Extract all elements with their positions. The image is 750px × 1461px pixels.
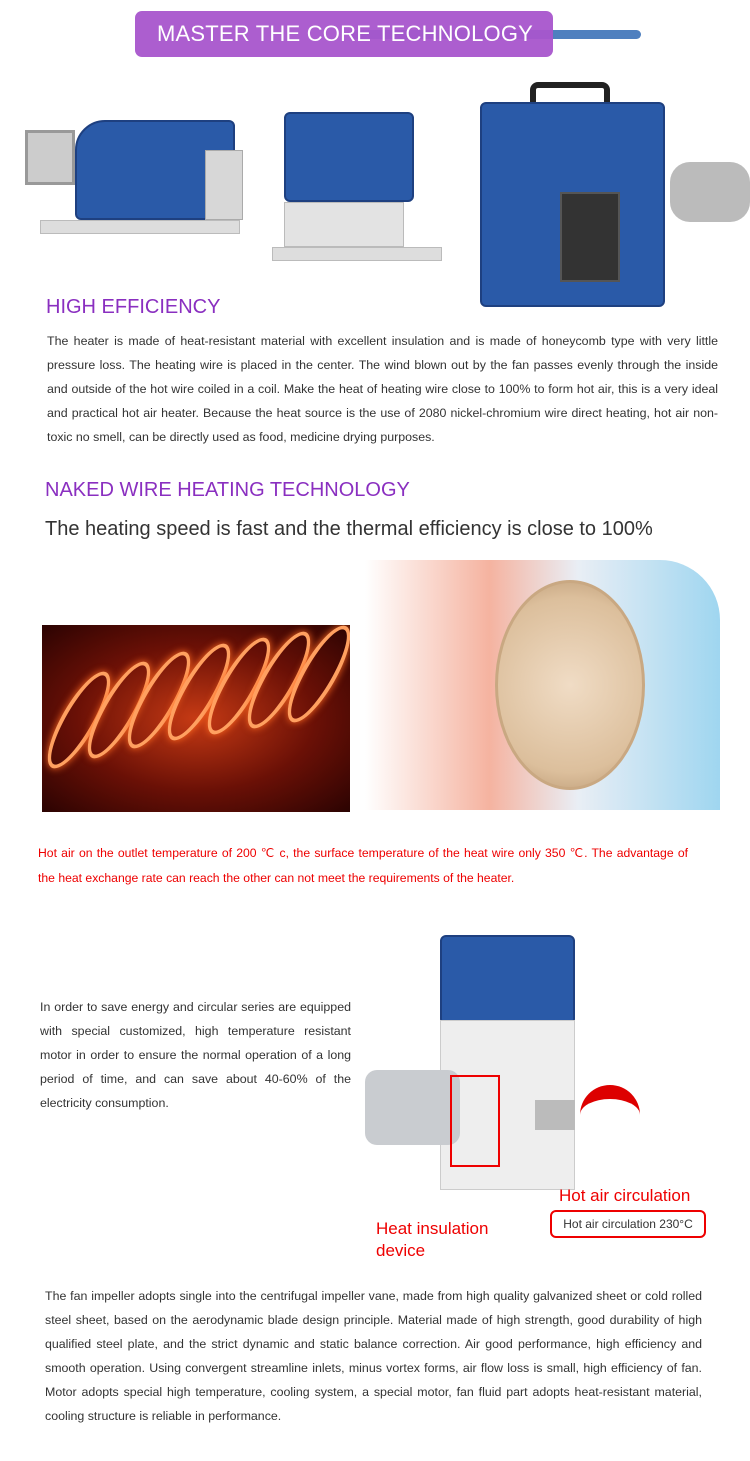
outlet-housing xyxy=(205,150,243,220)
banner-title: MASTER THE CORE TECHNOLOGY xyxy=(135,11,553,57)
motor-text: In order to save energy and circular series are equipped with special customized, high temperature resistant motor in order to ensure the normal operation of a long period of time, and can save about 40-60% of the electricity consumption. xyxy=(40,1000,351,1110)
cart-base xyxy=(272,247,442,261)
naked-wire-subtitle: The heating speed is fast and the thermal efficiency is close to 100% xyxy=(45,518,653,540)
high-efficiency-text: The heater is made of heat-resistant material with excellent insulation and is made of honeycomb type with very little pressure loss. The heating wire is placed in the center. The wind blown out by the fan passes evenly through the inside and outside of the hot wire coiled in a coil. Make the heat of heating wire close to 100% to form hot air, this is a very ideal and practical hot air heater. Because the heat source is the use of 2080 nickel-chromium wire direct heating, hot air non-toxic no smell, can be directly used as food, medicine drying purposes. xyxy=(47,334,718,444)
circulation-arrow-icon xyxy=(580,1085,640,1115)
control-panel xyxy=(560,192,620,282)
insulation-highlight-box xyxy=(450,1075,500,1167)
heating-coil-image xyxy=(42,625,350,812)
hot-air-circulation-label: Hot air circulation xyxy=(559,1186,691,1205)
control-cabinet xyxy=(284,202,404,247)
heater-body xyxy=(284,112,414,202)
air-filter-panel xyxy=(25,130,75,185)
product-image-2 xyxy=(272,112,442,277)
air-outlet xyxy=(535,1100,575,1130)
product-image-1 xyxy=(25,110,245,270)
heat-insulation-label: Heat insulation device xyxy=(376,1219,489,1260)
circulation-temperature-tag: Hot air circulation 230°C xyxy=(550,1210,706,1238)
product-image-3 xyxy=(475,82,750,312)
high-efficiency-heading: HIGH EFFICIENCY xyxy=(46,296,221,318)
fan-text: The fan impeller adopts single into the centrifugal impeller vane, made from high quality galvanized sheet or cold rolled steel sheet, based on the aerodynamic blade design principle. Material made of high strength, good durability of high qualified steel plate, and the strict dynamic and static balance correction. Air good performance, high efficiency and smooth operation. Using convergent streamline inlets, minus vortex forms, air flow loss is small, high efficiency of fan. Motor adopts special high temperature, cooling system, a special motor, fan fluid part adopts heat-resistant material, cooling structure is reliable in performance. xyxy=(45,1289,702,1423)
temperature-note: Hot air on the outlet temperature of 200 ℃ c, the surface temperature of the heat wire only 350 ℃. The advantage of the heat exchange rate can reach the other can not meet the requirements of the heater. xyxy=(38,846,688,885)
honeycomb-wheel xyxy=(495,580,645,790)
cart-base xyxy=(40,220,240,234)
naked-wire-heading: NAKED WIRE HEATING TECHNOLOGY xyxy=(45,479,410,501)
heater-body xyxy=(440,935,575,1025)
heater-side-image xyxy=(365,925,665,1195)
motor xyxy=(365,1070,460,1145)
motor xyxy=(670,162,750,222)
